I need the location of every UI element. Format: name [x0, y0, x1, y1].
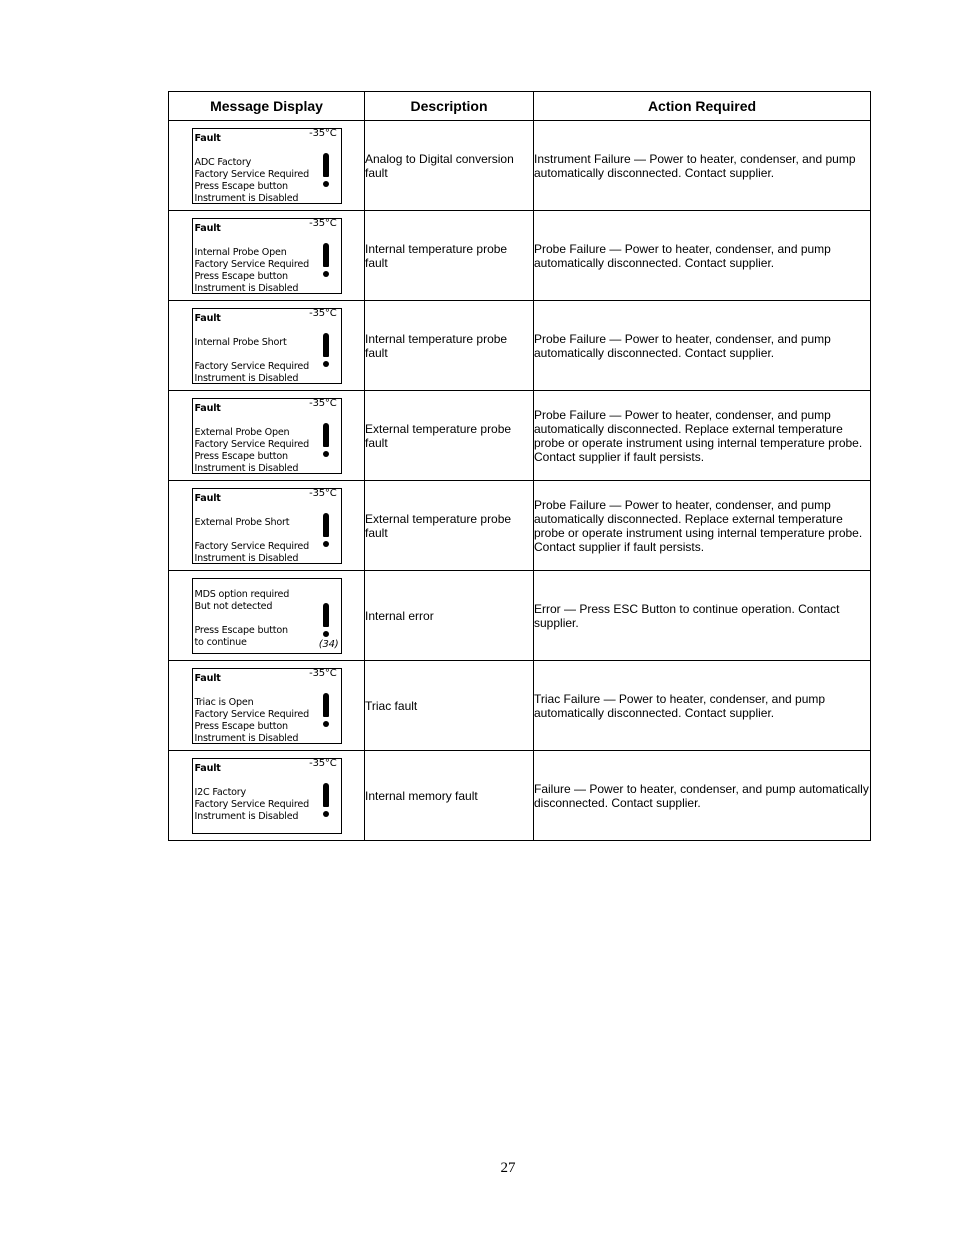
lcd-title: Fault [194, 672, 221, 684]
lcd-message-lines [195, 337, 327, 385]
lcd-screen [192, 308, 342, 384]
lcd-line: I2C Factory [194, 786, 247, 798]
message-display-cell [169, 121, 365, 211]
lcd-line: Instrument is Disabled [194, 552, 299, 564]
lcd-message-lines [195, 427, 327, 475]
lcd-line: Instrument is Disabled [194, 462, 299, 474]
message-display-cell [169, 301, 365, 391]
table-header-row [169, 92, 871, 121]
lcd-line: Factory Service Required [194, 708, 309, 720]
description-cell: External temperature probe fault [365, 481, 534, 571]
lcd-line [195, 613, 327, 625]
exclamation-icon [322, 603, 331, 637]
table-row [169, 301, 871, 391]
lcd-screen [192, 488, 342, 564]
lcd-message-lines [195, 697, 327, 745]
lcd-line: Instrument is Disabled [194, 372, 299, 384]
exclamation-icon [322, 693, 331, 727]
exclamation-icon [322, 783, 331, 817]
lcd-message-lines [195, 787, 327, 823]
lcd-screen [192, 128, 342, 204]
lcd-line: Factory Service Required [194, 168, 309, 180]
lcd-message-lines [195, 247, 327, 295]
lcd-title: Fault [194, 492, 221, 504]
table-row [169, 211, 871, 301]
message-display-cell [169, 571, 365, 661]
action-required-cell: Failure — Power to heater, condenser, and pump automatically disconnected. Contact supplier. [534, 751, 871, 841]
lcd-message-lines [195, 157, 327, 205]
lcd-temperature: -35°C [309, 127, 337, 139]
table-row [169, 391, 871, 481]
lcd-line: Factory Service Required [194, 540, 309, 552]
lcd-line: External Probe Open [194, 426, 290, 438]
lcd-line: Factory Service Required [194, 438, 309, 450]
lcd-message-lines [195, 517, 327, 565]
table-row [169, 121, 871, 211]
table-row [169, 661, 871, 751]
table-row [169, 571, 871, 661]
action-required-cell: Triac Failure — Power to heater, condenser, and pump automatically disconnected. Contact supplier. [534, 661, 871, 751]
action-required-cell: Probe Failure — Power to heater, condenser, and pump automatically disconnected. Replace external temperature probe or operate instrument using internal temperature probe. Contact supplier if fault persists. [534, 481, 871, 571]
description-cell: Internal temperature probe fault [365, 211, 534, 301]
lcd-title: Fault [194, 762, 221, 774]
header-description: Description [365, 92, 534, 121]
description-cell: Internal error [365, 571, 534, 661]
lcd-title: Fault [194, 222, 221, 234]
description-cell: Internal memory fault [365, 751, 534, 841]
lcd-line [195, 529, 327, 541]
lcd-temperature: -35°C [309, 307, 337, 319]
exclamation-icon [322, 243, 331, 277]
lcd-line: Instrument is Disabled [194, 810, 299, 822]
lcd-line: Internal Probe Open [194, 246, 287, 258]
lcd-line: Press Escape button [194, 450, 288, 462]
action-required-cell: Instrument Failure — Power to heater, condenser, and pump automatically disconnected. Contact supplier. [534, 121, 871, 211]
lcd-error-code: (34) [318, 638, 339, 650]
lcd-screen [192, 218, 342, 294]
lcd-line: Press Escape button [194, 180, 288, 192]
exclamation-icon [322, 333, 331, 367]
description-cell: Internal temperature probe fault [365, 301, 534, 391]
lcd-line: Press Escape button [194, 624, 288, 636]
lcd-line: ADC Factory [194, 156, 252, 168]
lcd-line: Press Escape button [194, 720, 288, 732]
lcd-line: Factory Service Required [194, 798, 309, 810]
lcd-line: But not detected [194, 600, 273, 612]
lcd-line [195, 349, 327, 361]
lcd-temperature: -35°C [309, 487, 337, 499]
message-display-cell [169, 481, 365, 571]
description-cell: Analog to Digital conversion fault [365, 121, 534, 211]
action-required-cell: Error — Press ESC Button to continue operation. Contact supplier. [534, 571, 871, 661]
lcd-temperature: -35°C [309, 757, 337, 769]
lcd-title: Fault [194, 132, 221, 144]
lcd-temperature: -35°C [309, 667, 337, 679]
lcd-screen [192, 758, 342, 834]
lcd-title: Fault [194, 312, 221, 324]
table-row [169, 481, 871, 571]
lcd-line: Factory Service Required [194, 258, 309, 270]
header-message-display: Message Display [169, 92, 365, 121]
lcd-screen [192, 398, 342, 474]
lcd-line: Instrument is Disabled [194, 282, 299, 294]
description-cell: External temperature probe fault [365, 391, 534, 481]
action-required-cell: Probe Failure — Power to heater, condenser, and pump automatically disconnected. Contact supplier. [534, 301, 871, 391]
header-action-required: Action Required [534, 92, 871, 121]
exclamation-icon [322, 153, 331, 187]
lcd-message-lines [195, 589, 327, 649]
lcd-line: External Probe Short [194, 516, 290, 528]
lcd-title: Fault [194, 402, 221, 414]
page-number: 27 [500, 1160, 516, 1176]
action-required-cell: Probe Failure — Power to heater, condenser, and pump automatically disconnected. Replace external temperature probe or operate instrument using internal temperature probe. Contact supplier if fault persists. [534, 391, 871, 481]
lcd-line: Instrument is Disabled [194, 732, 299, 744]
action-required-cell: Probe Failure — Power to heater, condenser, and pump automatically disconnected. Contact supplier. [534, 211, 871, 301]
table-body [169, 121, 871, 841]
description-cell: Triac fault [365, 661, 534, 751]
message-display-cell [169, 661, 365, 751]
lcd-line: Internal Probe Short [194, 336, 287, 348]
lcd-line: to continue [194, 636, 247, 648]
fault-message-table [168, 91, 871, 841]
message-display-cell [169, 391, 365, 481]
exclamation-icon [322, 423, 331, 457]
lcd-screen [192, 578, 342, 654]
lcd-temperature: -35°C [309, 217, 337, 229]
lcd-line: Press Escape button [194, 270, 288, 282]
lcd-line: Instrument is Disabled [194, 192, 299, 204]
message-display-cell [169, 751, 365, 841]
lcd-screen [192, 668, 342, 744]
lcd-line: Factory Service Required [194, 360, 309, 372]
lcd-temperature: -35°C [309, 397, 337, 409]
lcd-line: MDS option required [194, 588, 290, 600]
exclamation-icon [322, 513, 331, 547]
table-row [169, 751, 871, 841]
lcd-line: Triac is Open [194, 696, 254, 708]
message-display-cell [169, 211, 365, 301]
